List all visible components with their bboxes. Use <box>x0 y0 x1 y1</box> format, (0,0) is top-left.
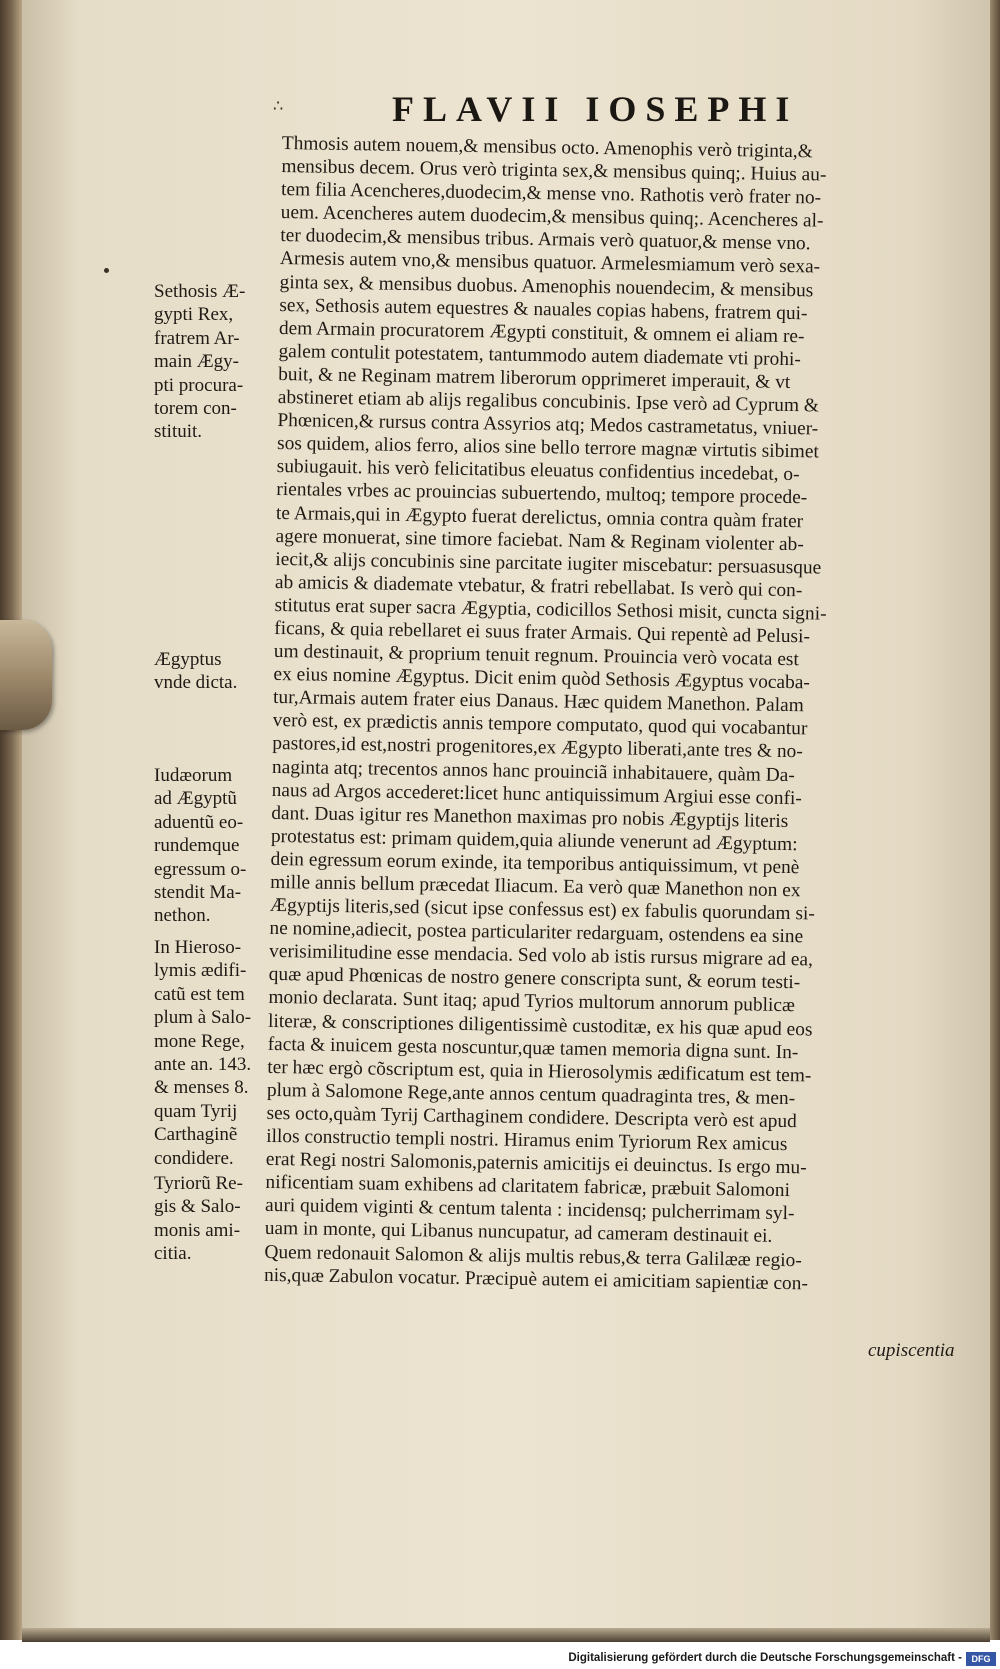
text-line: ex eius nomine Ægyptus. Dicit enim quòd Sethosis Ægyptus vocaba- <box>273 664 811 694</box>
text-line: illos constructio templi nostri. Hiramus enim Tyriorum Rex amicus <box>266 1125 788 1156</box>
note-line: catũ est tem <box>154 983 245 1005</box>
text-line: abstineret etiam ab alijs regalibus concubinis. Ipse verò ad Cyprum & <box>277 386 820 417</box>
text-line: ficans, & quia rebellaret ei suus frater Armais. Qui repentè ad Pelusi- <box>274 617 811 648</box>
text-line: ses octo,quàm Tyrij Carthaginem condidere. Descripta verò est apud <box>266 1102 797 1133</box>
note-line: quam Tyrij <box>154 1100 238 1122</box>
text-line: tur,Armais autem frater eius Danaus. Hæc quidem Manethon. Palam <box>272 687 804 717</box>
note-line: fratrem Ar- <box>154 327 240 349</box>
text-line: facta & inuicem gesta noscuntur,quæ tamen memoria digna sunt. In- <box>267 1033 799 1063</box>
marginal-note-iudaeorum <box>154 764 282 928</box>
text-line: pastores,id est,nostri progenitores,ex Ægypto liberati,ante tres & no- <box>272 733 803 763</box>
text-line: verò est, ex prædictis annis tempore computato, quod qui vocabantur <box>272 710 808 740</box>
note-line: gypti Rex, <box>154 304 234 326</box>
text-line: dant. Duas igitur res Manethon maximas pro nobis Ægyptijs literis <box>271 802 789 832</box>
note-line: rundemque <box>154 835 240 857</box>
note-line: stituit. <box>154 421 203 443</box>
text-line: tem filia Acencheres,duodecim,& mense vno. Rathotis verò frater no- <box>280 179 822 209</box>
text-line: naginta atq; trecentos annos hanc prouinciã inhabitauere, quàm Da- <box>271 756 795 786</box>
text-line: te Armais,qui in Ægypto fuerat derelictus, omnia contra quàm frater <box>275 502 804 532</box>
note-line: monis ami- <box>154 1219 241 1241</box>
note-line: lymis ædifi- <box>154 960 247 982</box>
text-line: dem Armain procuratorem Ægypti constituit, & omnem ei aliam re- <box>278 317 805 347</box>
text-line: literæ, & conscriptiones diligentissimè custoditæ, ex his quæ apud eos <box>267 1010 813 1041</box>
text-line: iecit,& alijs concubinis sine parcitate iugiter miscebatur: persuasusque <box>275 548 822 579</box>
text-line: protestatus est: primam quidem,quia aliunde venerunt ad Ægyptum: <box>270 825 798 855</box>
note-line: ante an. 143. <box>154 1054 252 1076</box>
note-line: plum à Salo- <box>154 1007 252 1029</box>
text-line: Armesis autem vno,& mensibus quatuor. Armelesmiamum verò sexa- <box>279 248 821 278</box>
text-line: uam in monte, qui Libanus nuncupatur, ad cameram destinauit ei. <box>264 1218 773 1248</box>
text-line: erat Regi nostri Salomonis,paternis amicitijs ei deuinctus. Is ergo mu- <box>265 1148 807 1179</box>
note-line: Ægyptus <box>154 649 222 670</box>
footer-bar <box>0 1650 1000 1669</box>
note-line: nethon. <box>154 905 211 927</box>
book-binding-edge <box>0 0 22 1640</box>
note-line: Iudæorum <box>154 765 233 786</box>
note-line: aduentũ eo- <box>154 811 244 833</box>
text-line: plum à Salomone Rege,ante annos centum quadraginta tres, & men- <box>266 1079 796 1110</box>
note-line: citia. <box>154 1243 192 1265</box>
text-line: sex, Sethosis autem equestres & nauales copias habens, fratrem qui- <box>279 294 808 324</box>
marginal-note-hierosolymis <box>154 936 282 1170</box>
note-line: mone Rege, <box>154 1030 245 1052</box>
margin-dot <box>104 268 109 273</box>
text-line: dein egressum eorum exinde, ita temporibus antiquissimum, vt penè <box>270 848 800 879</box>
text-line: mensibus decem. Orus verò triginta sex,& mensibus quinq;. Huius au- <box>281 156 827 186</box>
text-line: ne nomine,adiecit, postea particulariter redarguam, ostendens ea sine <box>269 918 804 948</box>
text-line: Phœnicen,& rursus contra Assyrios atq; Medos castrametatus, vniuer- <box>277 410 819 440</box>
text-line: buit, & ne Reginam matrem liberorum opprimeret imperauit, & vt <box>278 363 791 393</box>
text-line: ter hæc ergò cõscriptum est, quia in Hierosolymis ædificatum est tem- <box>267 1056 812 1087</box>
note-line: gis & Salo- <box>154 1196 241 1218</box>
main-text-block <box>264 132 958 1297</box>
text-line: naus ad Argos accederet:licet hunc antiquissimum Argiui esse confi- <box>271 779 803 809</box>
note-line: pti procura- <box>154 374 244 396</box>
funding-notice: Digitalisierung gefördert durch die Deutsche Forschungsgemeinschaft - <box>568 1652 962 1664</box>
book-fore-edge <box>990 0 1000 1640</box>
note-line: In Hieroso- <box>154 937 242 958</box>
text-line: uem. Acencheres autem duodecim,& mensibus quinq;. Acencheres al- <box>280 202 824 232</box>
marginal-note-aegyptus <box>154 648 282 695</box>
text-line: rientales vrbes ac prouincias subuertendo, multoq; tempore procede- <box>276 479 808 509</box>
note-line: vnde dicta. <box>154 672 238 694</box>
note-line: Sethosis Æ- <box>154 281 246 302</box>
marginal-note-sethosis <box>154 280 282 444</box>
text-line: stitutus erat super sacra Ægyptia, codicillos Sethosi misit, cuncta signi- <box>274 594 827 625</box>
text-line: monio declarata. Sunt itaq; apud Tyrios multorum annorum publicæ <box>268 987 796 1017</box>
text-line: auri quidem viginti & centum talenta : incidensq; pulcherrimam syl- <box>264 1195 795 1225</box>
note-line: main Ægy- <box>154 351 239 373</box>
header-ornament: ∴ <box>273 96 284 115</box>
note-line: ad Ægyptũ <box>154 788 237 810</box>
page-bottom-edge <box>22 1628 990 1642</box>
book-clasp <box>0 620 52 730</box>
dfg-logo: DFG <box>966 1652 996 1666</box>
catchword: cupiscentia <box>868 1340 955 1361</box>
text-line: ter duodecim,& mensibus tribus. Armais verò quatuor,& mense vno. <box>280 225 811 255</box>
text-line: ab amicis & diademate vtebatur, & fratri rebellabat. Is verò qui con- <box>274 571 803 602</box>
text-line: subiugauit. his verò felicitatibus eleuatus confidentius incedebat, o- <box>276 456 800 486</box>
note-line: Tyriorũ Re- <box>154 1173 243 1194</box>
note-line: stendit Ma- <box>154 882 242 904</box>
text-line: Quem redonauit Salomon & alijs multis rebus,& terra Galilææ regio- <box>264 1241 802 1271</box>
note-line: & menses 8. <box>154 1077 249 1099</box>
text-line: quæ apud Phœnicas de nostro genere conscripta sunt, & eorum testi- <box>268 964 801 994</box>
text-line: galem contulit potestatem, tantummodo autem diademate vti prohi- <box>278 340 801 371</box>
note-line: egressum o- <box>154 858 247 880</box>
note-line: torem con- <box>154 398 237 420</box>
text-line: mille annis bellum præcedat Iliacum. Ea verò quæ Manethon non ex <box>270 871 801 902</box>
note-line: Carthaginẽ <box>154 1124 238 1146</box>
text-line: verisimilitudine esse mendacia. Sed volo ab istis rursus migrare ad ea, <box>268 941 814 971</box>
text-line: nis,quæ Zabulon vocatur. Præcipuè autem ei amicitiam sapientiæ con- <box>263 1264 809 1294</box>
text-line: ginta sex, & mensibus duobus. Amenophis nouendecim, & mensibus <box>279 271 814 301</box>
running-head: FLAVII IOSEPHI <box>392 89 799 129</box>
text-line: um destinauit, & proprium tenuit regnum. Prouincia verò vocata est <box>273 640 799 671</box>
marginal-note-tyriorum <box>154 1172 282 1266</box>
text-line: nificentiam suam exhibens ad claritatem fabricæ, præbuit Salomoni <box>265 1172 791 1202</box>
text-line: sos quidem, alios ferro, alios sine bello terrore magnæ virtutis sibimet <box>276 433 819 463</box>
text-line: Ægyptijs literis,sed (sicut ipse confessus est) ex fabulis quorundam si- <box>269 894 815 925</box>
note-line: condidere. <box>154 1147 234 1169</box>
text-line: Thmosis autem nouem,& mensibus octo. Amenophis verò triginta,& <box>281 132 813 163</box>
text-line: agere monuerat, sine timore faciebat. Nam & Reginam violenter ab- <box>275 525 804 555</box>
